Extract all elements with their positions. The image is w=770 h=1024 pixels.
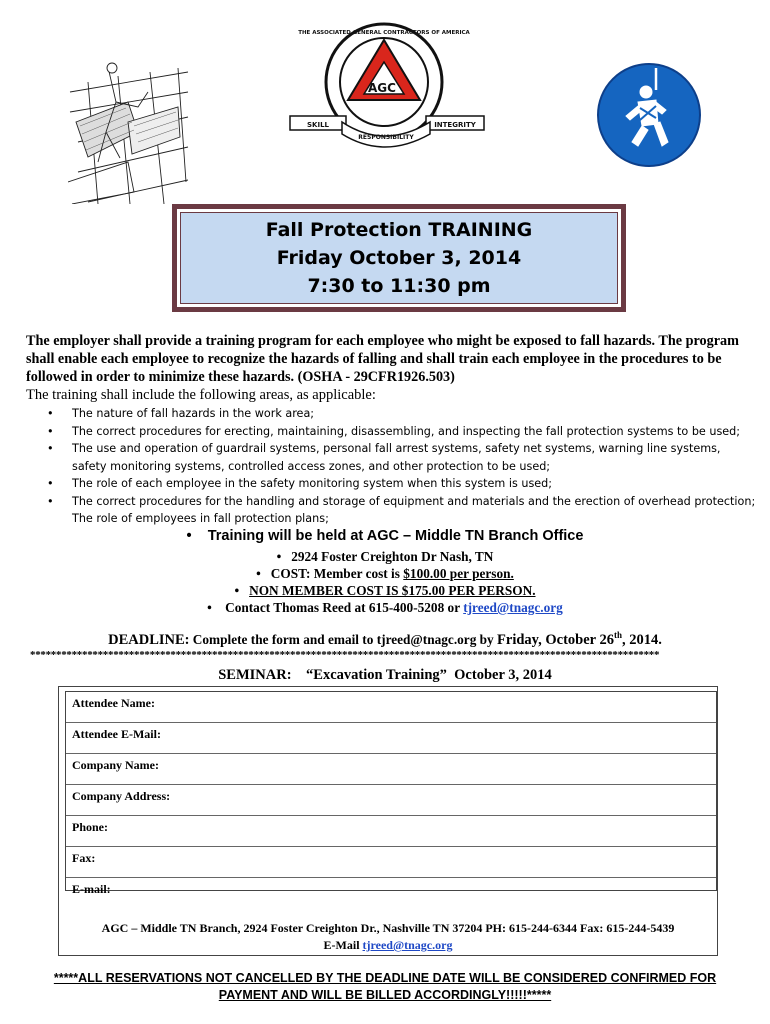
- deadline-line: [0, 630, 770, 649]
- deadline-date: Friday, October 26: [497, 631, 614, 648]
- email-field[interactable]: E-mail:: [72, 882, 111, 896]
- final-notice-line-1: *****ALL RESERVATIONS NOT CANCELLED BY THE DEADLINE DATE WILL BE CONSIDERED CONFIRMED FOR: [53, 971, 717, 985]
- title-line-3: 7:30 to 11:30 pm: [307, 275, 491, 297]
- deadline-date-sup: th: [613, 630, 622, 640]
- title-panel: [180, 212, 618, 304]
- areas-intro: The training shall include the following areas, as applicable:: [26, 387, 376, 403]
- fall-harness-sign-icon: [596, 62, 702, 168]
- list-item: • The role of each employee in the safety monitoring system when this system is used;: [26, 475, 756, 493]
- attendee-email-field[interactable]: Attendee E-Mail:: [66, 723, 716, 754]
- contact-email-link[interactable]: tjreed@tnagc.org: [463, 600, 563, 615]
- list-item: • The nature of fall hazards in the work area;: [26, 405, 756, 423]
- training-areas-list: [26, 405, 756, 528]
- form-fields: [65, 691, 717, 896]
- logo-ring-text: THE ASSOCIATED GENERAL CONTRACTORS OF AMERICA: [298, 30, 470, 36]
- title-box: [172, 204, 626, 312]
- list-item: • The correct procedures for the handling and storage of equipment and materials and the erection of overhead protection; The role of employees in fall protection plans;: [26, 493, 756, 528]
- non-member-cost: NON MEMBER COST IS $175.00 PER PERSON.: [249, 583, 536, 598]
- scaffold-worker-illustration: [68, 62, 190, 204]
- branch-address-line: AGC – Middle TN Branch, 2924 Foster Creighton Dr., Nashville TN 37204 PH: 615-244-6344 Fax: 615-244-5439: [101, 921, 675, 935]
- address-text: 2924 Foster Creighton Dr Nash, TN: [291, 549, 494, 564]
- logo-letters: AGC: [368, 81, 396, 95]
- intro-paragraph: The employer shall provide a training program for each employee who might be exposed to fall hazards. The program shall enable each employee to recognize the hazards of falling and shall train each employee in the procedures to be followed in order to minimize these hazards. (OSHA - 29CFR1926.503): [26, 333, 739, 385]
- fax-field[interactable]: Fax:: [66, 847, 716, 878]
- contact-prefix: Contact Thomas Reed at 615-400-5208 or: [225, 600, 464, 615]
- address-line: • 2924 Foster Creighton Dr Nash, TN: [276, 549, 494, 564]
- cost-line: • COST: Member cost is $100.00 per person.: [256, 566, 514, 581]
- list-item: • The use and operation of guardrail systems, personal fall arrest systems, safety net systems, warning line systems, safety monitoring systems, controlled access zones, and other protection to be used;: [26, 440, 756, 475]
- logo-banner-center: RESPONSIBILITY: [358, 134, 414, 141]
- location-heading-text: Training will be held at AGC – Middle TN Branch Office: [207, 528, 584, 544]
- deadline-text: Complete the form and email to tjreed@tnagc.org by: [189, 631, 498, 647]
- company-name-field[interactable]: Company Name:: [66, 754, 716, 785]
- branch-email-line: [59, 937, 717, 954]
- final-notice-line-2: PAYMENT AND WILL BE BILLED ACCORDINGLY!!!!!*****: [218, 988, 552, 1002]
- non-member-line: • NON MEMBER COST IS $175.00 PER PERSON.: [234, 583, 536, 598]
- logo-banner-right: INTEGRITY: [434, 121, 476, 129]
- cost-value: $100.00 per person.: [403, 566, 514, 581]
- registration-form: [58, 686, 718, 956]
- logo-banner-left: SKILL: [307, 121, 329, 129]
- star-divider: *************************************************************************************************************************: [30, 649, 660, 661]
- branch-email-prefix: E-Mail: [323, 938, 363, 952]
- final-notice: [0, 970, 770, 1004]
- branch-address: [59, 920, 717, 954]
- title-line-2: Friday October 3, 2014: [276, 247, 522, 269]
- cost-prefix: COST: Member cost is: [270, 566, 404, 581]
- branch-email-link[interactable]: tjreed@tnagc.org: [362, 938, 453, 952]
- agc-logo: [286, 22, 488, 150]
- seminar-title: SEMINAR: “Excavation Training” October 3, 2014: [218, 667, 552, 683]
- list-item: • The correct procedures for erecting, maintaining, disassembling, and inspecting the fall protection systems to be used;: [26, 423, 756, 441]
- deadline-label: DEADLINE:: [108, 631, 190, 648]
- title-line-1: Fall Protection TRAINING: [265, 219, 533, 241]
- deadline-date-suffix: , 2014.: [622, 631, 662, 648]
- company-address-field[interactable]: Company Address:: [66, 785, 716, 816]
- phone-field[interactable]: Phone:: [66, 816, 716, 847]
- location-heading: • Training will be held at AGC – Middle TN Branch Office: [186, 528, 584, 544]
- contact-line: • Contact Thomas Reed at 615-400-5208 or tjreed@tnagc.org: [207, 600, 563, 615]
- attendee-name-field[interactable]: Attendee Name:: [66, 692, 716, 723]
